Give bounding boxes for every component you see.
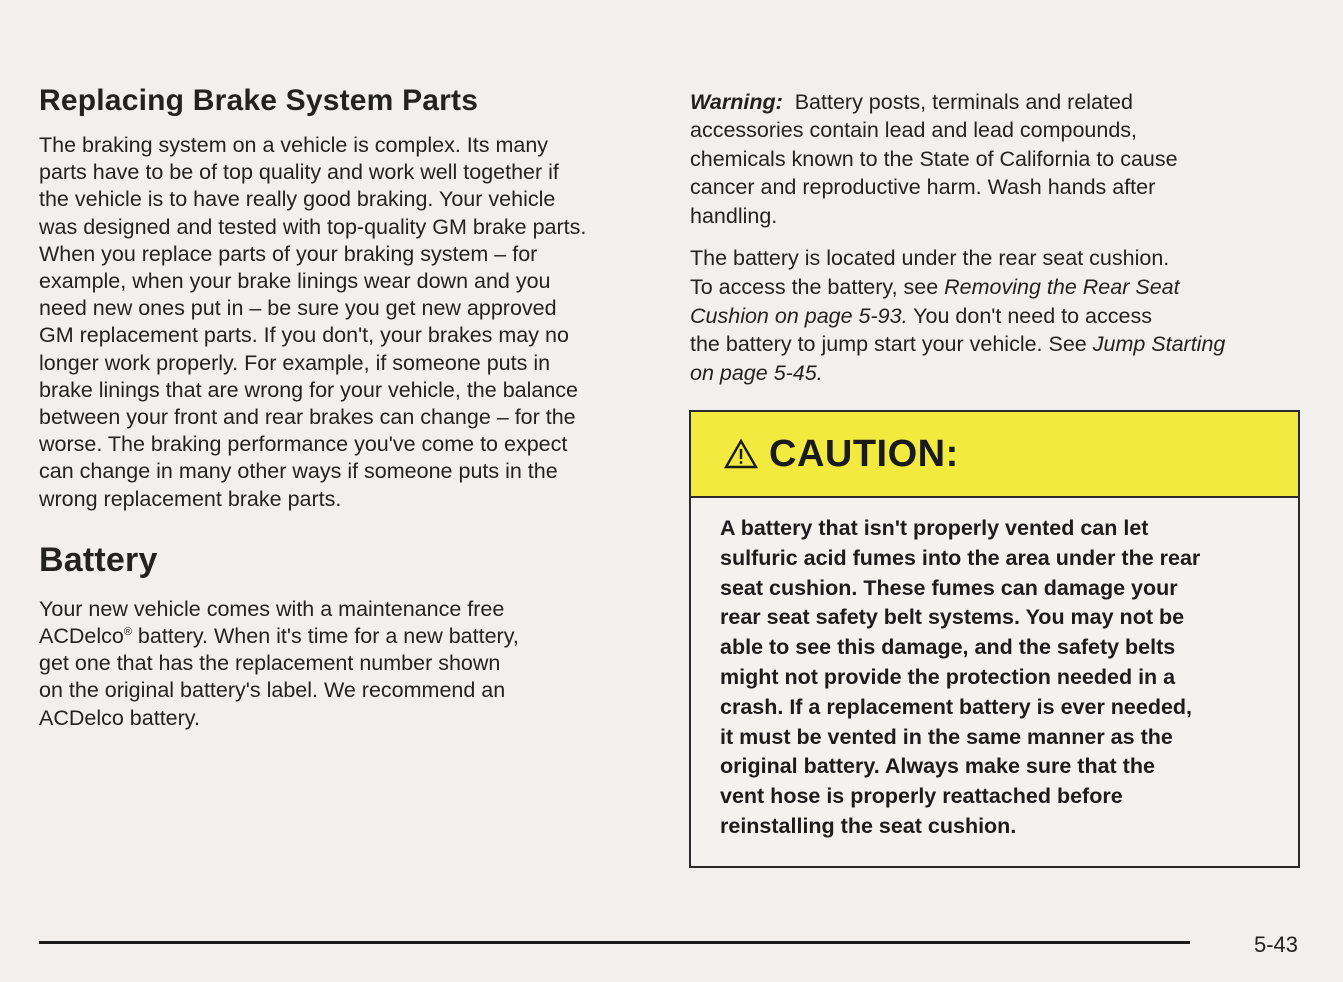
warning-line: handling. (690, 203, 778, 228)
brake-line: longer work properly. For example, if someone puts in (39, 350, 551, 375)
warning-triangle-icon (723, 438, 759, 470)
registered-mark: ® (123, 625, 132, 638)
caution-text (691, 498, 1298, 842)
brake-line: wrong replacement brake parts. (39, 486, 342, 511)
warning-text: Battery posts, terminals and related (782, 90, 1133, 114)
battery-heading: Battery (39, 540, 158, 579)
location-line (690, 302, 1310, 331)
caution-line: original battery. Always make sure that the (720, 754, 1155, 779)
brake-line: example, when your brake linings wear down and you (39, 269, 551, 294)
brake-heading: Replacing Brake System Parts (39, 84, 479, 117)
brake-line: between your front and rear brakes can change – for the (39, 405, 576, 430)
brake-line: GM replacement parts. If you don't, your brakes may no (39, 323, 569, 348)
battery-line: Your new vehicle comes with a maintenance free (39, 596, 505, 621)
rear-seat-reference: Removing the Rear Seat (944, 274, 1180, 299)
warning-line: accessories contain lead and lead compounds, (690, 118, 1138, 143)
brake-line: When you replace parts of your braking system – for (39, 241, 538, 266)
caution-line: sulfuric acid fumes into the area under the rear (720, 545, 1201, 570)
warning-paragraph (690, 88, 1310, 230)
location-text: You don't need to access (907, 303, 1152, 328)
battery-line: on the original battery's label. We recommend an (39, 678, 506, 703)
brake-line: brake linings that are wrong for your vehicle, the balance (39, 377, 579, 402)
jump-starting-reference-page: on page 5-45. (690, 361, 823, 386)
acdelco-text: ACDelco (39, 624, 124, 649)
location-line: The battery is located under the rear seat cushion. (690, 246, 1170, 271)
warning-line: chemicals known to the State of California to cause (690, 146, 1178, 171)
left-column (39, 84, 649, 732)
jump-starting-reference: Jump Starting (1092, 332, 1226, 357)
warning-line (690, 88, 1310, 116)
rear-seat-reference-page: Cushion on page 5-93. (690, 303, 908, 328)
battery-line (39, 623, 649, 650)
caution-line: A battery that isn't properly vented can let (720, 516, 1149, 540)
page-number: 5-43 (1254, 932, 1299, 957)
caution-line: vent hose is properly reattached before (720, 784, 1123, 809)
caution-box (689, 410, 1300, 868)
battery-paragraph (39, 596, 649, 732)
location-line (690, 330, 1310, 359)
caution-line: rear seat safety belt systems. You may not be (720, 605, 1185, 630)
caution-title: CAUTION: (769, 432, 959, 475)
footer-divider (39, 941, 1190, 944)
brake-line: need new ones put in – be sure you get new approved (39, 296, 557, 321)
caution-line: able to see this damage, and the safety belts (720, 635, 1176, 660)
battery-location-paragraph (690, 244, 1310, 388)
brake-line: the vehicle is to have really good braking. Your vehicle (39, 187, 556, 212)
caution-line: seat cushion. These fumes can damage your (720, 575, 1178, 600)
brake-paragraph (39, 132, 649, 513)
warning-line: cancer and reproductive harm. Wash hands after (690, 175, 1156, 200)
caution-line: it must be vented in the same manner as the (720, 724, 1173, 749)
caution-line: crash. If a replacement battery is ever needed, (720, 694, 1193, 719)
battery-line-text: battery. When it's time for a new battery, (131, 624, 519, 649)
brake-line: The braking system on a vehicle is complex. Its many (39, 133, 549, 157)
location-text: the battery to jump start your vehicle. See (690, 332, 1093, 357)
brake-line: can change in many other ways if someone puts in the (39, 459, 558, 484)
warning-label: Warning: (690, 90, 783, 114)
battery-line: get one that has the replacement number shown (39, 651, 501, 676)
brake-line: parts have to be of top quality and work well together if (39, 160, 559, 185)
location-text: To access the battery, see (690, 274, 945, 299)
brake-line: worse. The braking performance you've come to expect (39, 432, 568, 457)
right-column (690, 88, 1310, 388)
caution-line: might not provide the protection needed in a (720, 664, 1176, 689)
caution-header (691, 412, 1298, 498)
location-line (690, 273, 1310, 302)
caution-line: reinstalling the seat cushion. (720, 813, 1017, 838)
battery-line: ACDelco battery. (39, 705, 200, 730)
brake-line: was designed and tested with top-quality GM brake parts. (39, 214, 587, 239)
